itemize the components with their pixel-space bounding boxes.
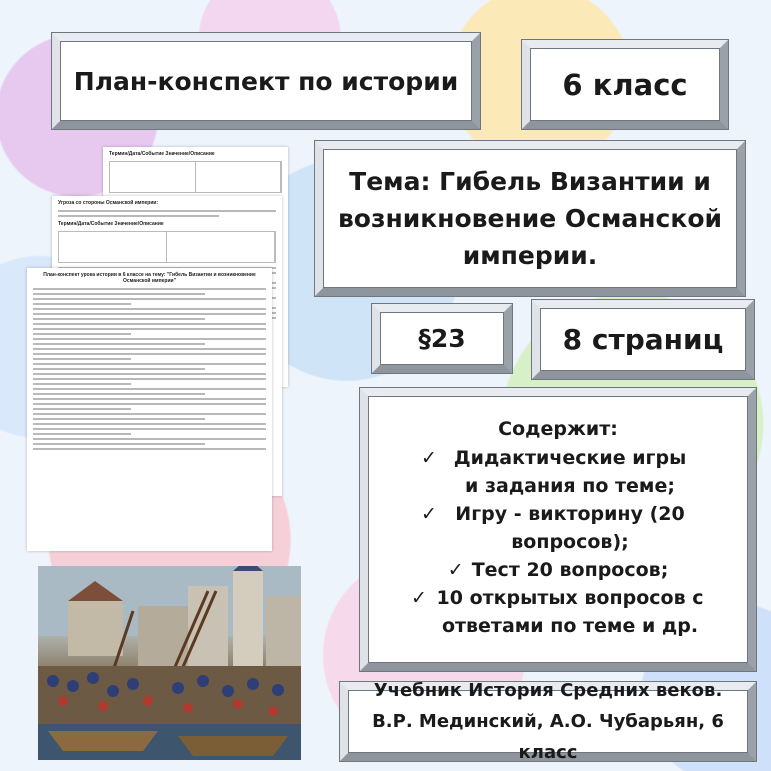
grade-panel [522, 40, 728, 129]
topic-text: Тема: Гибель Византии и возникновение Османской империи. [337, 167, 723, 270]
document-preview-front [27, 268, 272, 551]
check-icon: ✓ [421, 447, 437, 469]
doc-mid-header: Угроза со стороны Османской империи: [58, 200, 159, 206]
paragraph-number: §23 [418, 324, 466, 353]
contents-item [378, 584, 738, 640]
textbook-panel [340, 682, 756, 761]
contents-list [378, 444, 738, 640]
doc-mid-table-header: Термин/Дата/Событие Значение/Описание [58, 221, 164, 227]
contents-item-text: Тест 20 вопросов; [471, 559, 669, 581]
contents-item [378, 556, 738, 584]
siege-painting-illustration [38, 566, 301, 760]
contents-item [378, 444, 738, 500]
contents-item-text: Игру - викторину (20 вопросов); [455, 503, 685, 553]
topic-panel [315, 141, 745, 296]
contents-item [378, 500, 738, 556]
page-count: 8 страниц [562, 323, 724, 356]
doc-mid-table [58, 231, 276, 263]
check-icon: ✓ [447, 559, 464, 581]
siege-painting-image [38, 566, 301, 760]
page-title: План-конспект по истории [73, 66, 459, 96]
grade-label: 6 класс [562, 67, 688, 102]
contents-item-text: Дидактические игры и задания по теме; [453, 447, 687, 497]
contents-heading: Содержит: [498, 418, 618, 440]
paragraph-panel [372, 304, 512, 373]
doc-back-table [109, 161, 282, 193]
doc-back-header: Термин/Дата/Событие Значение/Описание [109, 151, 215, 157]
doc-front-title: План-конспект урока истории в 6 классе на тему: "Гибель Византии и возникновение Османской империи" [43, 272, 256, 284]
title-panel [52, 33, 480, 129]
contents-panel [360, 388, 756, 671]
textbook-reference: Учебник История Средних веков. В.Р. Мединский, А.О. Чубарьян, 6 класс [372, 680, 724, 763]
contents-item-text: 10 открытых вопросов с ответами по теме и др. [436, 587, 704, 637]
pages-panel [532, 300, 754, 379]
check-icon: ✓ [421, 503, 437, 525]
check-icon: ✓ [411, 587, 427, 609]
